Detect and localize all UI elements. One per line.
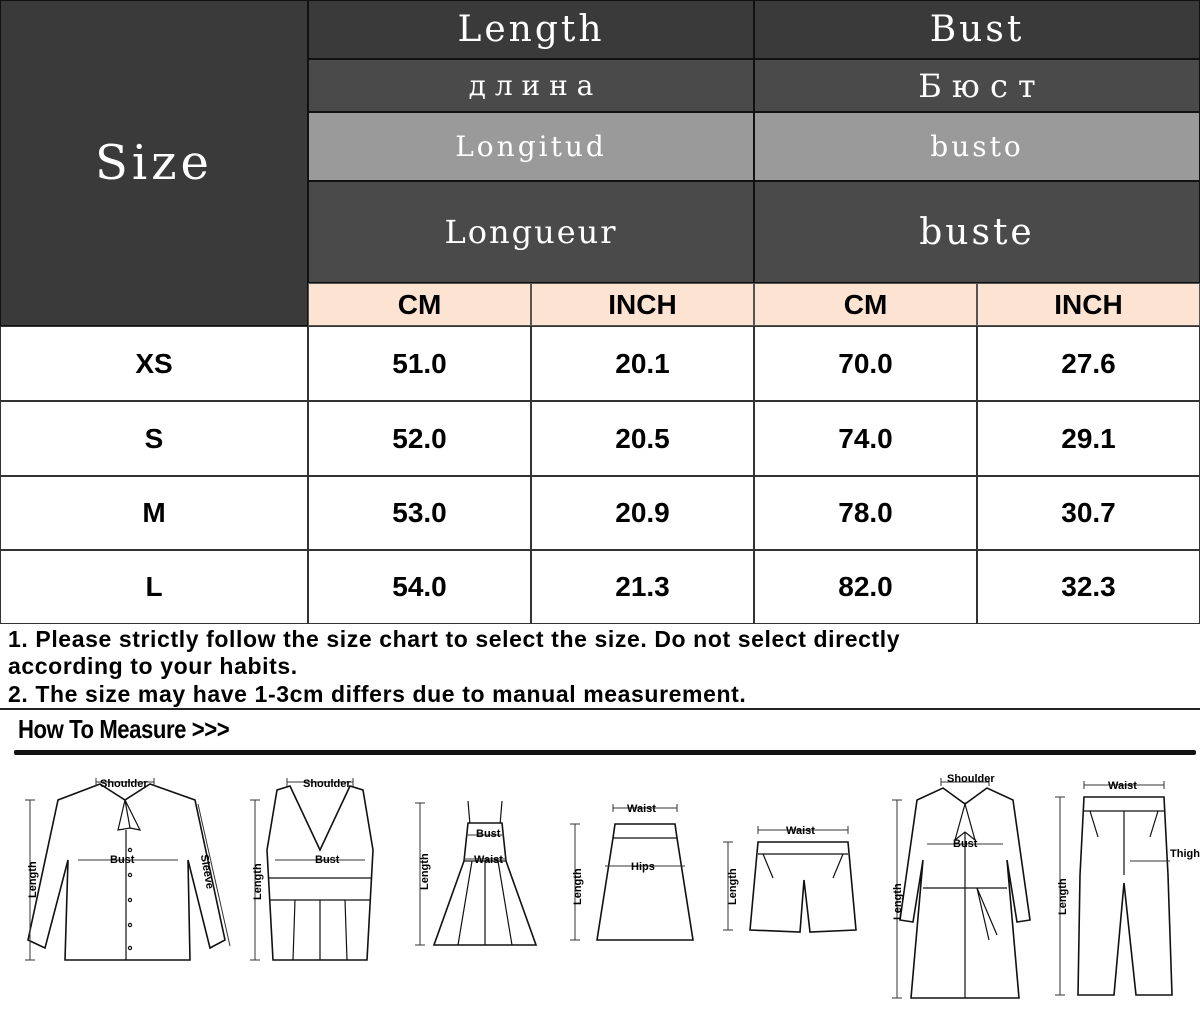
table-cell	[531, 476, 754, 550]
unit-label: INCH	[608, 288, 677, 320]
cell-size: S	[144, 422, 164, 454]
length-header-es	[308, 112, 754, 181]
table-cell	[308, 550, 531, 624]
unit-bust-inch	[977, 283, 1200, 326]
waist-label: Waist	[474, 854, 503, 866]
shorts-diagram	[718, 820, 868, 940]
length-label: Length	[727, 868, 739, 905]
bust-header-ru	[754, 59, 1200, 112]
bust-en-label: Bust	[929, 9, 1025, 50]
cell-length-cm: 54.0	[392, 571, 447, 602]
table-cell	[531, 326, 754, 401]
length-header-en	[308, 0, 754, 59]
vest-diagram	[245, 770, 395, 970]
length-label: Length	[572, 868, 584, 905]
how-to-measure-title: How To Measure >>>	[18, 714, 230, 744]
cell-bust-cm: 78.0	[838, 497, 893, 528]
table-cell	[977, 476, 1200, 550]
unit-bust-cm	[754, 283, 977, 326]
bust-header-es	[754, 112, 1200, 181]
length-label: Length	[892, 883, 904, 920]
length-label: Length	[419, 853, 431, 890]
cell-length-inch: 20.5	[615, 422, 670, 454]
note-line-1: 1. Please strictly follow the size chart to select the size. Do not select directly	[8, 626, 901, 652]
size-header-label: Size	[95, 135, 213, 191]
thigh-label: Thigh	[1170, 848, 1200, 860]
cell-length-inch: 20.9	[615, 497, 670, 528]
cell-bust-cm: 74.0	[838, 422, 893, 454]
table-cell	[754, 326, 977, 401]
sleeve-label: Sleeve	[197, 853, 216, 890]
cell-size: XS	[135, 347, 173, 379]
cell-bust-inch: 32.3	[1061, 571, 1116, 602]
length-es-label: Longitud	[455, 130, 607, 163]
table-row-size	[0, 326, 308, 401]
length-label: Length	[1057, 878, 1069, 915]
table-cell	[977, 326, 1200, 401]
table-row-size	[0, 476, 308, 550]
cell-length-inch: 21.3	[615, 571, 670, 602]
table-cell	[977, 401, 1200, 476]
bust-es-label: busto	[930, 130, 1024, 163]
bust-fr-label: buste	[919, 211, 1035, 253]
table-cell	[308, 326, 531, 401]
table-cell	[531, 401, 754, 476]
length-header-ru	[308, 59, 754, 112]
blouse-diagram	[20, 770, 230, 970]
bust-label: Bust	[953, 838, 978, 850]
cell-length-inch: 20.1	[615, 347, 670, 379]
cell-length-cm: 51.0	[392, 347, 447, 379]
shoulder-label: Shoulder	[303, 778, 351, 790]
bust-ru-label: Б ю с т	[918, 66, 1036, 105]
bust-label: Bust	[110, 854, 135, 866]
bust-header-en	[754, 0, 1200, 59]
unit-label: INCH	[1054, 288, 1123, 320]
waist-label: Waist	[786, 825, 815, 837]
size-table-body	[0, 326, 1200, 624]
dress-diagram	[410, 795, 550, 955]
table-cell	[754, 550, 977, 624]
length-label: Length	[252, 863, 264, 900]
table-row-size	[0, 550, 308, 624]
cell-size: M	[142, 497, 166, 528]
length-en-label: Length	[457, 9, 605, 50]
table-cell	[531, 550, 754, 624]
bust-label: Bust	[476, 828, 501, 840]
unit-label: CM	[843, 288, 888, 320]
cell-length-cm: 53.0	[392, 497, 447, 528]
table-row-size	[0, 401, 308, 476]
unit-length-inch	[531, 283, 754, 326]
unit-label: CM	[397, 288, 442, 320]
cell-bust-inch: 29.1	[1061, 422, 1116, 454]
hips-label: Hips	[631, 861, 655, 873]
table-cell	[754, 401, 977, 476]
how-to-measure-rule	[14, 750, 1196, 755]
notes-divider	[0, 708, 1200, 710]
table-cell	[754, 476, 977, 550]
length-ru-label: д л и н а	[468, 69, 594, 102]
cell-bust-cm: 82.0	[838, 571, 893, 602]
shoulder-label: Shoulder	[947, 773, 995, 785]
length-label: Length	[27, 861, 39, 898]
bust-header-fr	[754, 181, 1200, 283]
size-header	[0, 0, 308, 326]
note-line-3: 2. The size may have 1-3cm differs due to manual measurement.	[8, 681, 747, 707]
waist-label: Waist	[627, 803, 656, 815]
table-cell	[308, 476, 531, 550]
shoulder-label: Shoulder	[100, 778, 148, 790]
length-header-fr	[308, 181, 754, 283]
table-cell	[308, 401, 531, 476]
table-cell	[977, 550, 1200, 624]
coat-diagram	[885, 770, 1035, 1005]
cell-length-cm: 52.0	[392, 422, 447, 454]
cell-bust-inch: 27.6	[1061, 347, 1116, 379]
note-line-2: according to your habits.	[8, 653, 298, 679]
length-fr-label: Longueur	[444, 213, 618, 251]
waist-label: Waist	[1108, 780, 1137, 792]
unit-length-cm	[308, 283, 531, 326]
trousers-diagram	[1050, 775, 1200, 1005]
cell-bust-inch: 30.7	[1061, 497, 1116, 528]
cell-bust-cm: 70.0	[838, 347, 893, 379]
cell-size: L	[145, 571, 163, 602]
skirt-diagram	[565, 800, 705, 950]
bust-label: Bust	[315, 854, 340, 866]
